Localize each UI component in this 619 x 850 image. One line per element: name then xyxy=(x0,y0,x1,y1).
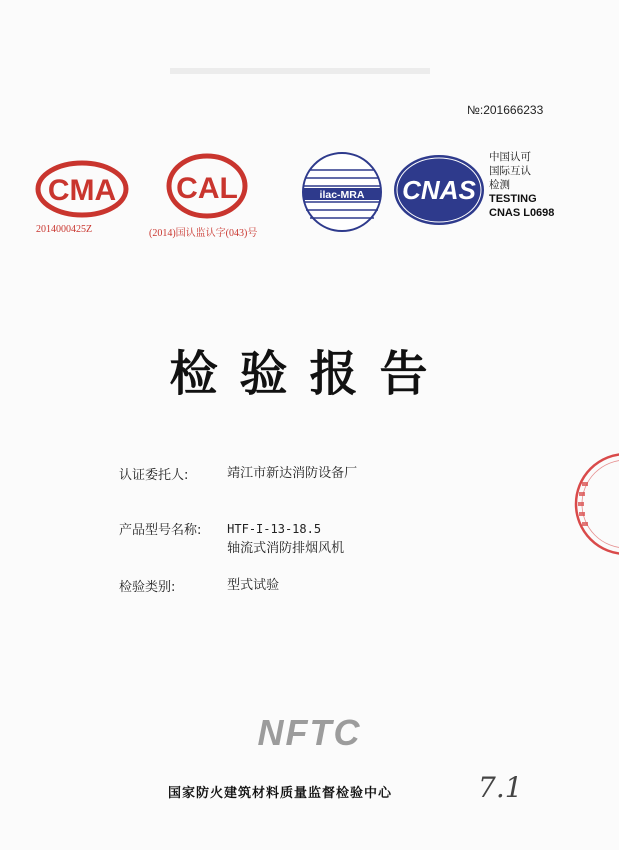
cnas-logo-text: CNAS xyxy=(402,175,476,205)
cal-code: (2014)国认监认字(043)号 xyxy=(149,228,258,239)
field-test-type-label: 检验类别: xyxy=(119,580,176,595)
handwritten-mark: 7.1 xyxy=(478,771,523,804)
red-seal-stamp xyxy=(562,448,619,560)
field-client-value: 靖江市新达消防设备厂 xyxy=(227,466,358,481)
field-product-name-value: 轴流式消防排烟风机 xyxy=(227,541,345,556)
cma-logo xyxy=(35,160,129,218)
cnas-logo xyxy=(392,152,486,228)
cal-logo-text: CAL xyxy=(176,172,238,205)
cma-code: 2014000425Z xyxy=(36,224,93,235)
cnas-line-3: 检测 xyxy=(489,179,510,191)
cnas-line-4: TESTING xyxy=(489,193,537,205)
testing-center-name: 国家防火建筑材料质量监督检验中心 xyxy=(168,786,393,801)
ilac-mra-text: ilac-MRA xyxy=(319,189,365,201)
ilac-mra-logo xyxy=(300,150,384,234)
field-test-type-value: 型式试验 xyxy=(227,578,280,593)
field-client-label: 认证委托人: xyxy=(119,468,189,483)
field-product-model-value: HTF-I-13-18.5 xyxy=(227,522,322,536)
field-product-model-label: 产品型号名称: xyxy=(119,523,202,538)
cal-logo xyxy=(165,146,249,220)
cnas-line-1: 中国认可 xyxy=(489,151,531,163)
cma-logo-text: CMA xyxy=(47,174,117,207)
nftc-logo: NFTC xyxy=(257,712,362,753)
cnas-line-2: 国际互认 xyxy=(489,165,531,177)
report-title: 检验报告 xyxy=(169,346,450,402)
cnas-accreditation-text xyxy=(489,150,554,220)
field-client xyxy=(119,464,357,484)
field-test-type xyxy=(119,576,279,596)
faint-bleed-through-text xyxy=(170,64,430,78)
report-number: №:201666233 xyxy=(467,103,544,117)
field-product-model xyxy=(119,519,344,559)
cnas-line-5: CNAS L0698 xyxy=(489,207,555,219)
